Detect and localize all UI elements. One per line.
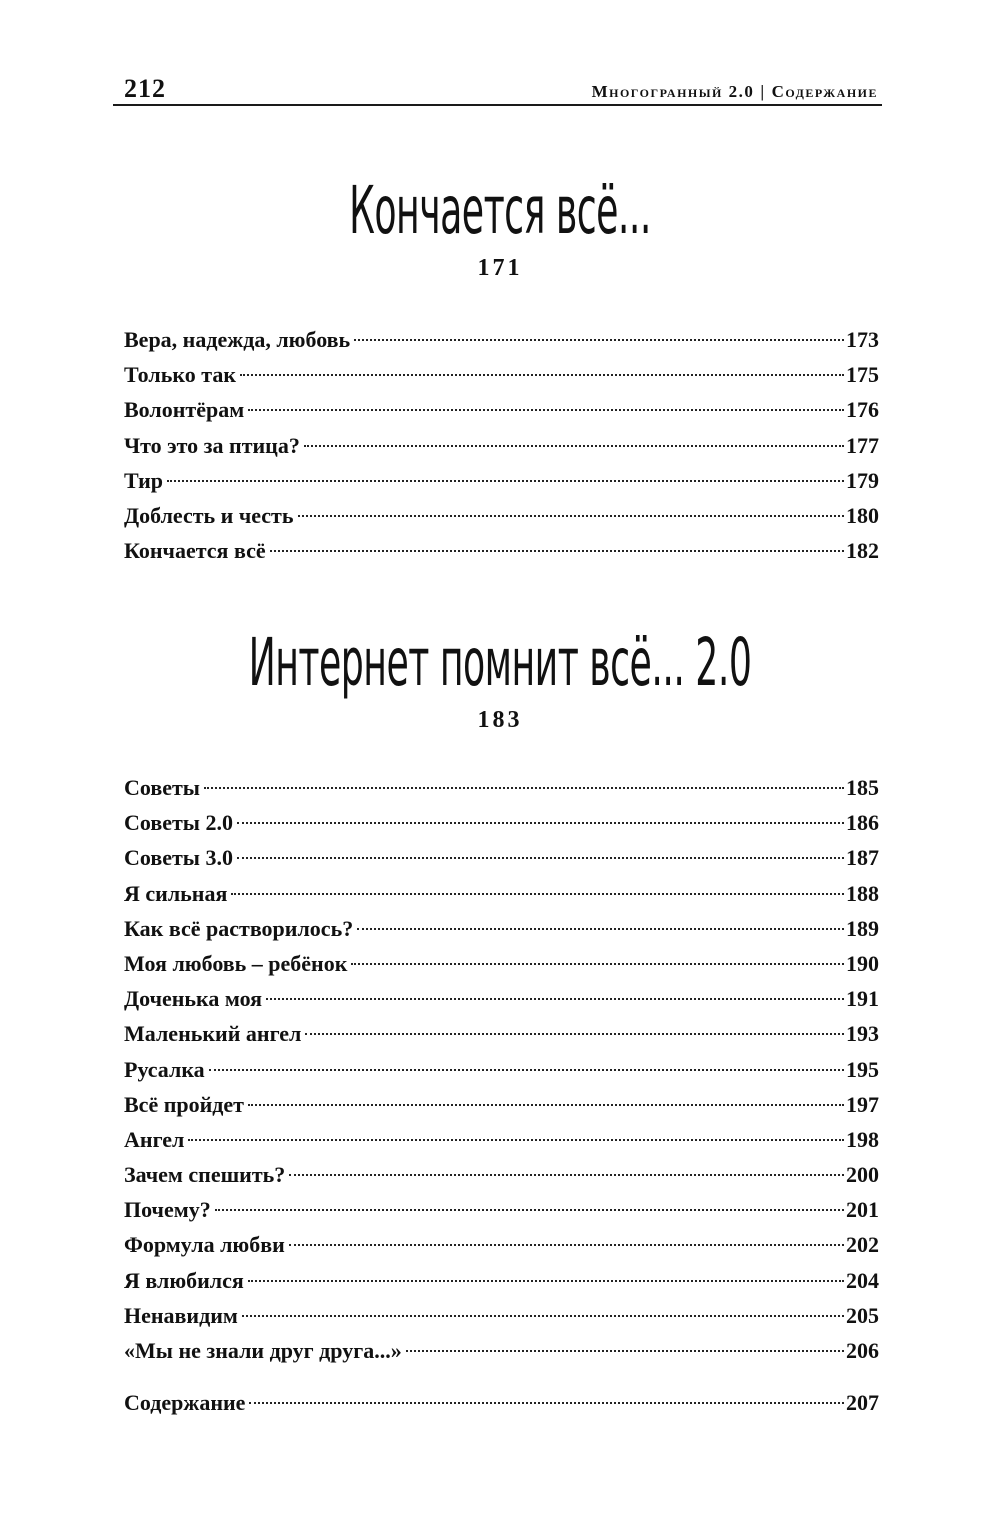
toc-entry[interactable]	[124, 805, 879, 840]
toc-entry-page: 173	[846, 327, 879, 352]
toc-entry-label: Доблесть и честь	[124, 502, 294, 528]
dot-leader	[406, 1350, 844, 1352]
toc-entry[interactable]	[124, 498, 879, 533]
dot-leader	[248, 409, 844, 411]
toc-entry-label: Кончается всё	[124, 538, 266, 564]
dot-leader	[266, 998, 844, 1000]
toc-entry[interactable]	[124, 392, 879, 427]
section-page-number: 171	[477, 255, 523, 281]
toc-entry[interactable]	[124, 1192, 879, 1227]
toc-entry[interactable]	[124, 876, 879, 911]
toc-entry[interactable]	[124, 840, 879, 875]
toc-entry-label: Содержание	[124, 1390, 246, 1415]
toc-entry[interactable]	[124, 1052, 879, 1087]
dot-leader	[231, 893, 844, 895]
running-head-title	[592, 83, 878, 102]
toc-entry-page: 177	[846, 432, 879, 458]
toc-entry[interactable]	[124, 1087, 879, 1122]
toc-entry[interactable]	[124, 1298, 879, 1333]
toc-entry[interactable]	[124, 1157, 879, 1192]
toc-entry-label: Формула любви	[124, 1232, 285, 1258]
page-number: 212	[124, 74, 166, 103]
toc-entry-page: 188	[846, 880, 879, 906]
toc-entry[interactable]	[124, 770, 879, 805]
toc-entry-page: 189	[846, 915, 879, 941]
dot-leader	[248, 1280, 844, 1282]
toc-entry-page: 186	[846, 810, 879, 836]
dot-leader	[305, 1033, 844, 1035]
toc-entry[interactable]	[124, 1227, 879, 1262]
toc-entry-label: Тир	[124, 467, 164, 493]
toc-entry-page: 206	[846, 1338, 879, 1363]
toc-entry-label: Ненавидим	[124, 1302, 238, 1328]
toc-entry-label: Советы	[124, 775, 200, 800]
dot-leader	[215, 1209, 844, 1211]
toc-entry-page: 200	[846, 1162, 879, 1188]
dot-leader	[188, 1139, 844, 1141]
toc-entry-label: Почему?	[124, 1197, 211, 1223]
header-rule	[113, 104, 882, 106]
toc-entry-page: 187	[846, 845, 879, 871]
dot-leader	[209, 1069, 844, 1071]
toc-entry-page: 207	[846, 1390, 879, 1415]
section-page-number: 183	[477, 707, 523, 733]
toc-entry-label: Как всё растворилось?	[124, 915, 354, 941]
dot-leader	[167, 480, 844, 482]
toc-entry-label: Советы 2.0	[124, 810, 233, 836]
toc-entry-page: 197	[846, 1091, 879, 1117]
toc-entry[interactable]	[124, 463, 879, 498]
dot-leader	[237, 857, 844, 859]
dot-leader	[289, 1244, 844, 1246]
toc-entry-page: 205	[846, 1302, 879, 1328]
toc-entry-page: 204	[846, 1267, 879, 1293]
toc-entry-contents[interactable]	[124, 1385, 879, 1420]
toc-entry-page: 175	[846, 362, 879, 388]
toc-entry-page: 191	[846, 986, 879, 1012]
dot-leader	[204, 787, 844, 789]
toc-entry-label: Вера, надежда, любовь	[124, 327, 351, 352]
running-head	[124, 72, 878, 102]
dot-leader	[237, 822, 844, 824]
toc-entry-label: Я сильная	[124, 880, 228, 906]
toc-entry-page: 193	[846, 1021, 879, 1047]
dot-leader	[270, 550, 844, 552]
toc-list-final	[124, 1385, 879, 1420]
toc-entry-label: Маленький ангел	[124, 1021, 302, 1047]
toc-entry-label: Что это за птица?	[124, 432, 300, 458]
toc-list-section-1	[124, 322, 879, 568]
section-title: Интернет помнит всё... 2.0	[248, 624, 752, 701]
toc-entry[interactable]	[124, 322, 879, 357]
toc-entry[interactable]	[124, 1263, 879, 1298]
toc-entry-label: Зачем спешить?	[124, 1162, 286, 1188]
toc-entry-page: 202	[846, 1232, 879, 1258]
toc-entry-label: Только так	[124, 362, 237, 388]
toc-entry-label: «Мы не знали друг друга...»	[124, 1338, 402, 1363]
toc-list-section-2	[124, 770, 879, 1368]
dot-leader	[351, 963, 844, 965]
toc-entry[interactable]	[124, 1016, 879, 1051]
toc-entry[interactable]	[124, 1122, 879, 1157]
toc-entry-page: 190	[846, 950, 879, 976]
section-title: Кончается всё...	[349, 172, 651, 249]
dot-leader	[240, 374, 844, 376]
toc-entry[interactable]	[124, 533, 879, 568]
toc-entry[interactable]	[124, 428, 879, 463]
toc-entry-label: Я влюбился	[124, 1267, 244, 1293]
toc-entry-label: Ангел	[124, 1126, 185, 1152]
toc-entry[interactable]	[124, 911, 879, 946]
toc-entry-label: Моя любовь – ребёнок	[124, 950, 348, 976]
toc-entry-page: 182	[846, 538, 879, 564]
toc-entry-label: Советы 3.0	[124, 845, 233, 871]
dot-leader	[357, 928, 844, 930]
toc-entry-label: Всё пройдет	[124, 1091, 244, 1117]
dot-leader	[298, 515, 845, 517]
toc-entry[interactable]	[124, 357, 879, 392]
toc-entry-page: 176	[846, 397, 879, 423]
toc-entry-page: 198	[846, 1126, 879, 1152]
toc-entry-label: Русалка	[124, 1056, 205, 1082]
toc-entry[interactable]	[124, 946, 879, 981]
toc-entry[interactable]	[124, 981, 879, 1016]
section-name: Содержание	[771, 82, 878, 101]
toc-entry-page: 179	[846, 467, 879, 493]
dot-leader	[304, 445, 844, 447]
toc-entry-label: Волонтёрам	[124, 397, 245, 423]
book-title: Многогранный 2.0	[591, 82, 755, 101]
dot-leader	[249, 1402, 844, 1404]
dot-leader	[248, 1104, 844, 1106]
toc-entry-label: Доченька моя	[124, 986, 263, 1012]
head-separator: |	[760, 82, 766, 101]
toc-entry-page: 195	[846, 1056, 879, 1082]
toc-entry-page: 180	[846, 502, 879, 528]
toc-entry-page: 201	[846, 1197, 879, 1223]
toc-entry[interactable]	[124, 1333, 879, 1368]
dot-leader	[289, 1174, 844, 1176]
dot-leader	[242, 1315, 844, 1317]
toc-entry-page: 185	[846, 775, 879, 800]
dot-leader	[354, 339, 844, 341]
